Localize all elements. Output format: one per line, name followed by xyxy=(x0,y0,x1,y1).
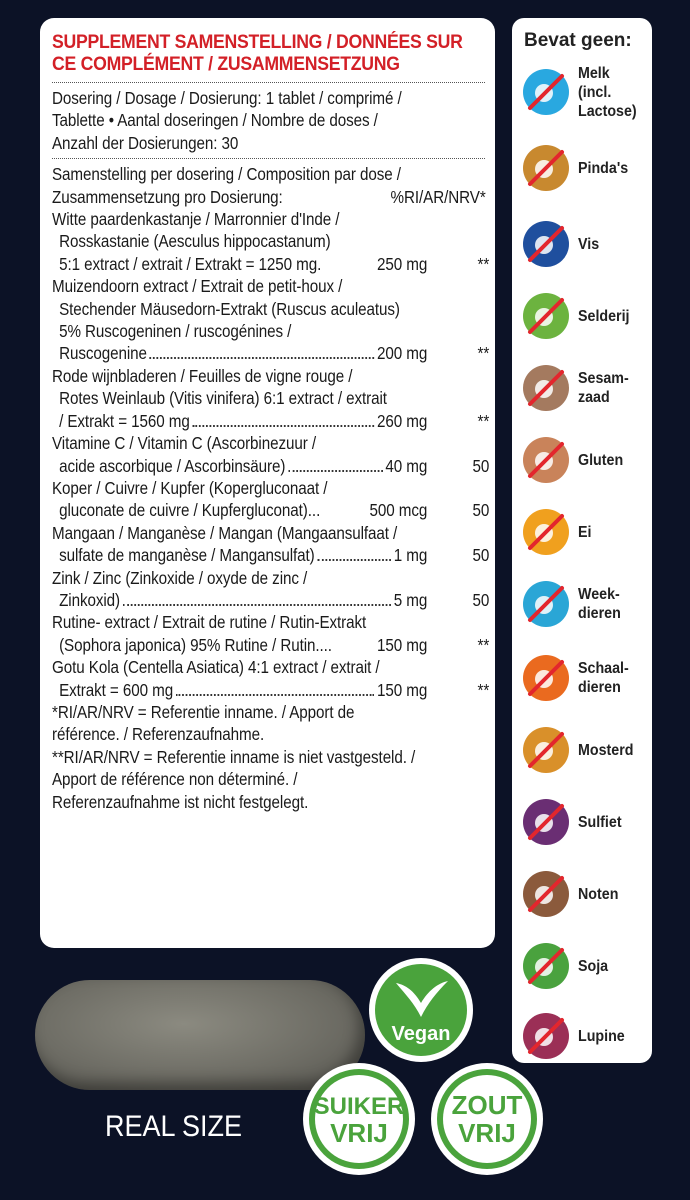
allergen-label: Noten xyxy=(578,885,619,903)
ingredient-ri: 50 xyxy=(472,500,490,521)
ingredient-ri: ** xyxy=(477,410,490,431)
ingredient-list xyxy=(52,208,490,701)
ingredient-ri: ** xyxy=(477,253,490,274)
leader-dots xyxy=(317,559,391,561)
allergen-title: Bevat geen: xyxy=(524,30,632,51)
salt-free-text-1: ZOUT xyxy=(451,1090,523,1120)
ingredient-row xyxy=(52,544,493,566)
allergen-item xyxy=(522,794,652,850)
allergen-label: Selderij xyxy=(578,307,630,325)
allergen-item xyxy=(522,432,652,488)
composition-header-row: Zusammensetzung pro Dosierung: %RI/AR/NRV* xyxy=(52,186,486,207)
soy-icon xyxy=(522,942,570,990)
allergen-item xyxy=(522,938,652,994)
ingredient-detail: / Extrakt = 1560 mg xyxy=(59,410,190,431)
ingredient-line: Stechender Mäusedorn-Extrakt (Ruscus aculeatus) xyxy=(59,298,400,319)
milk-icon xyxy=(522,68,570,116)
ingredient-amount: 150 mg xyxy=(377,679,428,700)
ingredient-amount: 40 mg xyxy=(385,455,428,476)
ingredient-detail: Zinkoxid) xyxy=(59,589,120,610)
sulfite-icon xyxy=(522,798,570,846)
peanut-icon xyxy=(522,144,570,192)
salt-free-badge xyxy=(428,1060,546,1178)
ingredient-row xyxy=(52,679,493,701)
allergen-item xyxy=(522,504,652,560)
ingredient-detail: sulfate de manganèse / Mangansulfat) xyxy=(59,545,315,566)
crab-icon xyxy=(522,654,570,702)
footnote-line: référence. / Referenzaufnahme. xyxy=(52,724,265,745)
ingredient-line: Koper / Cuivre / Kupfer (Kopergluconaat / xyxy=(52,477,328,498)
supplement-facts-panel xyxy=(40,18,495,948)
ingredient-detail: acide ascorbique / Ascorbinsäure) xyxy=(59,455,286,476)
ingredient-line: Rode wijnbladeren / Feuilles de vigne rouge / xyxy=(52,365,353,386)
allergen-item xyxy=(522,1008,652,1064)
ingredient-ri: 50 xyxy=(472,589,490,610)
ingredient-ri: ** xyxy=(477,679,490,700)
ingredient-detail: 5:1 extract / extrait / Extrakt = 1250 mg. xyxy=(59,253,322,274)
allergen-label: Schaal- dieren xyxy=(578,660,629,696)
allergen-label: Soja xyxy=(578,957,609,975)
ingredient-line: Zink / Zinc (Zinkoxide / oxyde de zinc / xyxy=(52,567,308,588)
sugar-free-badge xyxy=(300,1060,418,1178)
allergen-label: Lupine xyxy=(578,1027,625,1045)
allergen-item xyxy=(522,576,652,632)
ingredient-amount: 200 mg xyxy=(377,343,428,364)
allergen-item xyxy=(522,140,652,196)
ingredient-detail: Extrakt = 600 mg xyxy=(59,679,174,700)
vegan-badge xyxy=(366,955,476,1065)
sugar-free-text-2: VRIJ xyxy=(330,1118,388,1148)
allergen-item xyxy=(522,64,652,120)
dosage-line: Anzahl der Dosierungen: 30 xyxy=(52,132,239,153)
composition-header: Samenstelling per dosering / Composition par dose / xyxy=(52,164,401,185)
egg-icon xyxy=(522,508,570,556)
shell-icon xyxy=(522,580,570,628)
leader-dots xyxy=(176,694,375,696)
ingredient-line: Rutine- extract / Extrait de rutine / Rutin-Extrakt xyxy=(52,612,367,633)
ingredient-detail: Ruscogenine xyxy=(59,343,147,364)
ingredient-detail: (Sophora japonica) 95% Rutine / Rutin.... xyxy=(59,634,332,655)
ingredient-line: Mangaan / Manganèse / Mangan (Mangaansulfaat / xyxy=(52,522,398,543)
fish-icon xyxy=(522,220,570,268)
real-size-label: REAL SIZE xyxy=(105,1110,243,1143)
allergen-label: Mosterd xyxy=(578,741,634,759)
divider xyxy=(52,158,485,159)
ingredient-row xyxy=(52,342,493,364)
allergen-label: Week- dieren xyxy=(578,586,621,622)
ingredient-line: Vitamine C / Vitamin C (Ascorbinezuur / xyxy=(52,433,316,454)
allergen-label: Vis xyxy=(578,235,600,253)
ingredient-row xyxy=(52,499,493,521)
allergen-label: Pinda's xyxy=(578,159,629,177)
panel-title: SUPPLEMENT SAMENSTELLING / DONNÉES SUR CE COMPLÉMENT / ZUSAMMENSETZUNG xyxy=(52,32,463,75)
footnote-line: Referenzaufnahme ist nicht festgelegt. xyxy=(52,791,309,812)
ingredient-amount: 150 mg xyxy=(377,634,428,655)
ingredient-amount: 260 mg xyxy=(377,410,428,431)
celery-icon xyxy=(522,292,570,340)
leader-dots xyxy=(288,470,383,472)
ingredient-line: Rosskastanie (Aesculus hippocastanum) xyxy=(59,231,331,252)
ingredient-row xyxy=(52,410,493,432)
allergen-label: Gluten xyxy=(578,451,624,469)
footnote-line: **RI/AR/NRV = Referentie inname is niet vastgesteld. / xyxy=(52,746,416,767)
salt-free-text-2: VRIJ xyxy=(458,1118,516,1148)
allergen-item xyxy=(522,288,652,344)
gluten-icon xyxy=(522,436,570,484)
allergen-item xyxy=(522,216,652,272)
allergen-item xyxy=(522,866,652,922)
ingredient-ri: ** xyxy=(477,634,490,655)
allergen-item xyxy=(522,650,652,706)
ingredient-ri: 50 xyxy=(472,545,490,566)
ingredient-ri: ** xyxy=(477,343,490,364)
dosage-line: Dosering / Dosage / Dosierung: 1 tablet / comprimé / xyxy=(52,88,402,108)
ri-header: %RI/AR/NRV* xyxy=(390,186,486,207)
footnote-line: *RI/AR/NRV = Referentie inname. / Apport de xyxy=(52,701,355,722)
ingredient-row xyxy=(52,589,493,611)
ingredient-detail: gluconate de cuivre / Kupfergluconat)... xyxy=(59,500,321,521)
allergen-panel xyxy=(512,18,652,1063)
ingredient-ri: 50 xyxy=(472,455,490,476)
allergen-item xyxy=(522,360,652,416)
ingredient-amount: 5 mg xyxy=(393,589,428,610)
footnote-line: Apport de référence non déterminé. / xyxy=(52,769,298,790)
allergen-label: Sesam- zaad xyxy=(578,370,629,406)
sugar-free-text-1: SUIKER xyxy=(313,1093,405,1120)
ingredient-line: Witte paardenkastanje / Marronnier d'Inde / xyxy=(52,209,340,230)
allergen-label: Melk (incl. Lactose) xyxy=(578,64,637,120)
leader-dots xyxy=(192,425,374,427)
nut-icon xyxy=(522,870,570,918)
lupine-icon xyxy=(522,1012,570,1060)
ingredient-row xyxy=(52,634,493,656)
ingredient-line: Muizendoorn extract / Extrait de petit-houx / xyxy=(52,276,343,297)
allergen-item xyxy=(522,722,652,778)
ingredient-row xyxy=(52,253,493,275)
allergen-label: Ei xyxy=(578,523,592,541)
sesame-icon xyxy=(522,364,570,412)
footnotes xyxy=(52,701,485,813)
allergen-label: Sulfiet xyxy=(578,813,622,831)
leader-dots xyxy=(123,604,391,606)
mustard-icon xyxy=(522,726,570,774)
dosage-line: Tablette • Aantal doseringen / Nombre de doses / xyxy=(52,110,378,131)
ingredient-line: Gotu Kola (Centella Asiatica) 4:1 extract / extrait / xyxy=(52,657,380,678)
ingredient-amount: 1 mg xyxy=(393,545,428,566)
ingredient-line: 5% Ruscogeninen / ruscogénines / xyxy=(59,321,292,342)
ingredient-row xyxy=(52,455,493,477)
leader-dots xyxy=(150,357,375,359)
dosage-block xyxy=(52,87,485,154)
ingredient-amount: 500 mcg xyxy=(369,500,428,521)
divider xyxy=(52,82,485,83)
vegan-badge-text: Vegan xyxy=(391,1023,451,1045)
ingredient-line: Rotes Weinlaub (Vitis vinifera) 6:1 extract / extrait xyxy=(59,388,387,409)
ingredient-amount: 250 mg xyxy=(377,253,428,274)
